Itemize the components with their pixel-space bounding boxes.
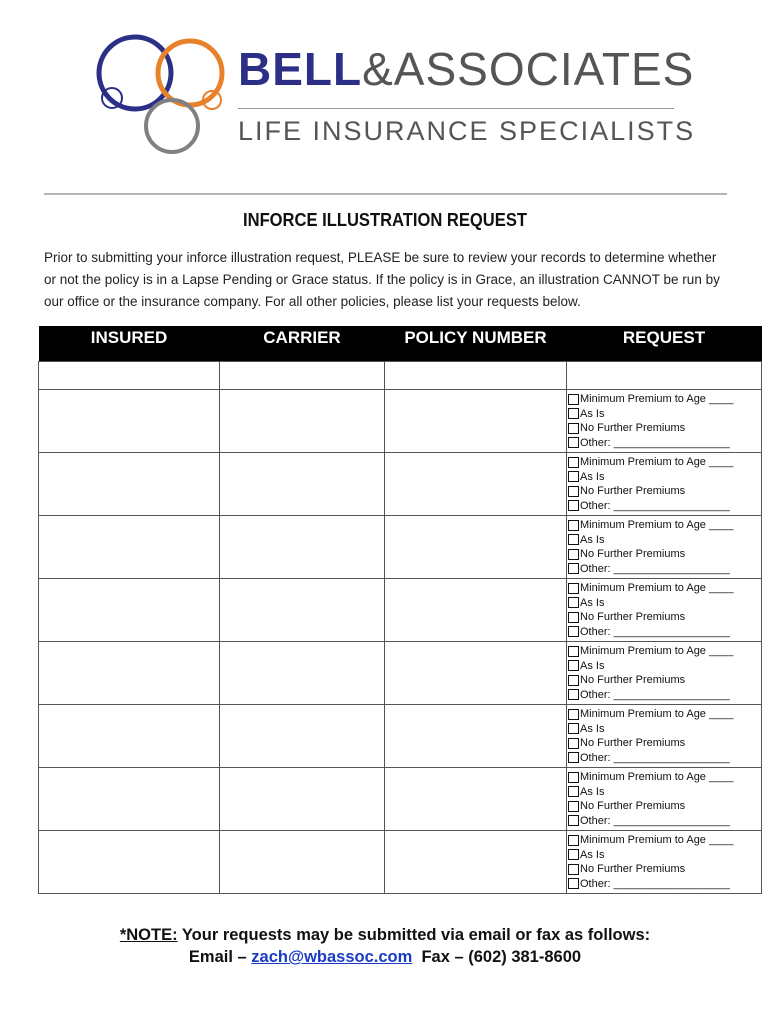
option-label: Other: ___________________ xyxy=(580,814,730,827)
request-option-list xyxy=(567,831,761,891)
request-option-list xyxy=(567,516,761,576)
option-label: No Further Premiums xyxy=(580,737,686,749)
fax-text: Fax – (602) 381-8600 xyxy=(412,948,582,966)
option-label: No Further Premiums xyxy=(580,611,686,623)
carrier-field[interactable] xyxy=(220,516,385,579)
insured-field[interactable] xyxy=(39,642,220,705)
request-option xyxy=(567,659,761,674)
page-title: INFORCE ILLUSTRATION REQUEST xyxy=(243,210,527,230)
option-checkbox[interactable] xyxy=(568,849,579,860)
brand-name xyxy=(238,43,695,95)
option-checkbox[interactable] xyxy=(568,709,579,720)
policy-number-field[interactable] xyxy=(385,362,567,390)
request-option xyxy=(567,833,761,848)
request-options xyxy=(567,642,762,705)
request-option xyxy=(567,484,761,499)
option-label: As Is xyxy=(580,470,605,483)
option-label: Minimum Premium to Age ____ xyxy=(580,834,734,846)
request-option xyxy=(567,407,761,422)
request-option-list xyxy=(567,390,761,450)
carrier-field[interactable] xyxy=(220,642,385,705)
request-option xyxy=(567,596,761,611)
carrier-field[interactable] xyxy=(220,705,385,768)
option-checkbox[interactable] xyxy=(568,500,579,511)
option-checkbox[interactable] xyxy=(568,786,579,797)
policy-number-field[interactable] xyxy=(385,516,567,579)
request-option xyxy=(567,644,761,659)
request-option xyxy=(567,625,761,640)
option-checkbox[interactable] xyxy=(568,772,579,783)
request-options xyxy=(567,516,762,579)
brand-associates: &ASSOCIATES xyxy=(362,43,695,95)
footer-note xyxy=(0,924,770,968)
option-checkbox[interactable] xyxy=(568,597,579,608)
request-option xyxy=(567,862,761,877)
request-option xyxy=(567,799,761,814)
option-label: Minimum Premium to Age ____ xyxy=(580,645,734,657)
request-option xyxy=(567,673,761,688)
option-label: Other: ___________________ xyxy=(580,625,730,638)
option-label: No Further Premiums xyxy=(580,863,686,875)
option-checkbox[interactable] xyxy=(568,394,579,405)
request-option xyxy=(567,785,761,800)
request-option xyxy=(567,470,761,485)
option-label: Other: ___________________ xyxy=(580,877,730,890)
policy-number-field[interactable] xyxy=(385,642,567,705)
policy-number-field[interactable] xyxy=(385,768,567,831)
brand-bell: BELL xyxy=(238,43,363,95)
option-label: Other: ___________________ xyxy=(580,688,730,701)
option-checkbox[interactable] xyxy=(568,646,579,657)
request-option xyxy=(567,562,761,577)
option-checkbox[interactable] xyxy=(568,835,579,846)
request-option xyxy=(567,722,761,737)
option-label: Minimum Premium to Age ____ xyxy=(580,456,734,468)
carrier-field[interactable] xyxy=(220,831,385,894)
insured-field[interactable] xyxy=(39,831,220,894)
request-option-list xyxy=(567,642,761,702)
option-checkbox[interactable] xyxy=(568,423,579,434)
option-label: No Further Premiums xyxy=(580,674,686,686)
request-option xyxy=(567,610,761,625)
request-options xyxy=(567,831,762,894)
option-checkbox[interactable] xyxy=(568,878,579,889)
option-checkbox[interactable] xyxy=(568,437,579,448)
policy-number-field[interactable] xyxy=(385,453,567,516)
option-label: Other: ___________________ xyxy=(580,562,730,575)
request-option-list xyxy=(567,579,761,639)
option-checkbox[interactable] xyxy=(568,534,579,545)
option-checkbox[interactable] xyxy=(568,660,579,671)
option-label: Minimum Premium to Age ____ xyxy=(580,771,734,783)
policy-number-field[interactable] xyxy=(385,831,567,894)
option-checkbox[interactable] xyxy=(568,738,579,749)
request-option xyxy=(567,848,761,863)
table-row xyxy=(39,453,762,516)
request-option xyxy=(567,707,761,722)
option-checkbox[interactable] xyxy=(568,520,579,531)
insured-field[interactable] xyxy=(39,516,220,579)
option-checkbox[interactable] xyxy=(568,583,579,594)
option-label: As Is xyxy=(580,407,605,420)
request-option-list xyxy=(567,705,761,765)
carrier-field[interactable] xyxy=(220,362,385,390)
option-label: Minimum Premium to Age ____ xyxy=(580,393,734,405)
header-request: REQUEST xyxy=(567,326,762,362)
carrier-field[interactable] xyxy=(220,453,385,516)
request-option xyxy=(567,581,761,596)
note-label: *NOTE: xyxy=(119,926,178,944)
option-label: As Is xyxy=(580,722,605,735)
request-option xyxy=(567,751,761,766)
request-option xyxy=(567,547,761,562)
table-header-row xyxy=(39,326,762,362)
option-label: As Is xyxy=(580,596,605,609)
option-checkbox[interactable] xyxy=(568,612,579,623)
carrier-field[interactable] xyxy=(220,768,385,831)
option-label: Minimum Premium to Age ____ xyxy=(580,708,734,720)
header-carrier: CARRIER xyxy=(220,326,385,362)
request-option xyxy=(567,455,761,470)
request-options xyxy=(567,579,762,642)
option-checkbox[interactable] xyxy=(568,752,579,763)
table-row xyxy=(39,516,762,579)
contact-line xyxy=(0,946,770,968)
request-option-list xyxy=(567,768,761,828)
insured-field[interactable] xyxy=(39,362,220,390)
option-checkbox[interactable] xyxy=(568,408,579,419)
request-options xyxy=(567,705,762,768)
insured-field[interactable] xyxy=(39,390,220,453)
table-row xyxy=(39,390,762,453)
option-checkbox[interactable] xyxy=(568,801,579,812)
policy-number-field[interactable] xyxy=(385,579,567,642)
option-label: Other: ___________________ xyxy=(580,751,730,764)
table-row xyxy=(39,768,762,831)
option-checkbox[interactable] xyxy=(568,864,579,875)
header-insured: INSURED xyxy=(39,326,220,362)
request-option xyxy=(567,499,761,514)
carrier-field[interactable] xyxy=(220,390,385,453)
request-option xyxy=(567,688,761,703)
option-checkbox[interactable] xyxy=(568,689,579,700)
table-row xyxy=(39,579,762,642)
option-label: No Further Premiums xyxy=(580,800,686,812)
request-option xyxy=(567,392,761,407)
option-label: As Is xyxy=(580,785,605,798)
request-option xyxy=(567,877,761,892)
request-table xyxy=(38,326,762,894)
option-checkbox[interactable] xyxy=(568,471,579,482)
option-checkbox[interactable] xyxy=(568,723,579,734)
table-row xyxy=(39,642,762,705)
request-option xyxy=(567,421,761,436)
insured-field[interactable] xyxy=(39,453,220,516)
insured-field[interactable] xyxy=(39,768,220,831)
email-link[interactable]: zach@wbassoc.com xyxy=(251,948,413,966)
policy-number-field[interactable] xyxy=(385,390,567,453)
table-row xyxy=(39,705,762,768)
company-logo xyxy=(92,28,696,158)
option-label: Minimum Premium to Age ____ xyxy=(580,582,734,594)
request-option-list xyxy=(567,453,761,513)
option-label: No Further Premiums xyxy=(580,548,686,560)
request-option xyxy=(567,533,761,548)
option-label: Other: ___________________ xyxy=(580,499,730,512)
option-checkbox[interactable] xyxy=(568,626,579,637)
option-checkbox[interactable] xyxy=(568,486,579,497)
brand-divider xyxy=(238,108,674,109)
request-option xyxy=(567,814,761,829)
policy-number-field[interactable] xyxy=(385,705,567,768)
intro-paragraph: Prior to submitting your inforce illustration request, PLEASE be sure to review your records to determine whether or not the policy is in a Lapse Pending or Grace status. If the policy is in Grace, an illustration CANNOT be run by our office or the insurance company. For all other policies, please list your requests below. xyxy=(44,250,720,309)
request-option xyxy=(567,518,761,533)
request-field[interactable] xyxy=(567,362,762,390)
option-label: As Is xyxy=(580,659,605,672)
request-options xyxy=(567,390,762,453)
option-checkbox[interactable] xyxy=(568,549,579,560)
option-checkbox[interactable] xyxy=(568,675,579,686)
insured-field[interactable] xyxy=(39,579,220,642)
option-label: As Is xyxy=(580,848,605,861)
option-label: Minimum Premium to Age ____ xyxy=(580,519,734,531)
option-checkbox[interactable] xyxy=(568,815,579,826)
email-label: Email – xyxy=(188,948,252,966)
request-options xyxy=(567,768,762,831)
header-divider xyxy=(44,193,727,195)
option-label: Other: ___________________ xyxy=(580,436,730,449)
request-option xyxy=(567,436,761,451)
request-option xyxy=(567,770,761,785)
table-body xyxy=(39,362,762,894)
table-row xyxy=(39,362,762,390)
request-options xyxy=(567,453,762,516)
request-option xyxy=(567,736,761,751)
option-label: No Further Premiums xyxy=(580,485,686,497)
logo-rings-icon xyxy=(92,28,242,158)
table-row xyxy=(39,831,762,894)
note-text: Your requests may be submitted via email or fax as follows: xyxy=(177,926,651,944)
header-policy-number: POLICY NUMBER xyxy=(385,326,567,362)
brand-tagline: LIFE INSURANCE SPECIALISTS xyxy=(238,116,696,146)
insured-field[interactable] xyxy=(39,705,220,768)
option-checkbox[interactable] xyxy=(568,563,579,574)
option-label: As Is xyxy=(580,533,605,546)
option-label: No Further Premiums xyxy=(580,422,686,434)
option-checkbox[interactable] xyxy=(568,457,579,468)
note-line xyxy=(0,924,770,946)
carrier-field[interactable] xyxy=(220,579,385,642)
